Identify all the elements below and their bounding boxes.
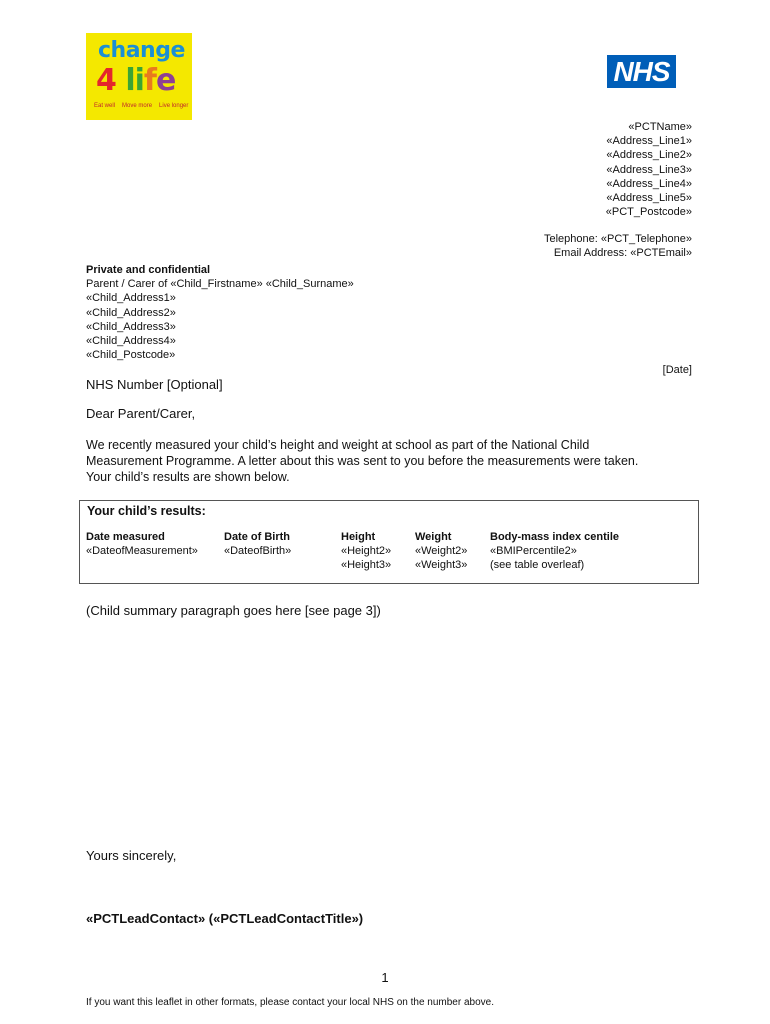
sender-line: «Address_Line1»	[606, 135, 692, 148]
col-header: Date of Birth	[224, 531, 290, 543]
recipient-line: «Child_Address2»	[86, 306, 176, 319]
sender-contact	[544, 232, 692, 260]
col-weight	[415, 530, 467, 572]
col-header: Weight	[415, 531, 452, 543]
signature: «PCTLeadContact» («PCTLeadContactTitle»)	[86, 911, 364, 926]
recipient-line: «Child_Postcode»	[86, 349, 176, 362]
col-value: (see table overleaf)	[490, 559, 585, 571]
nhs-number: NHS Number [Optional]	[86, 377, 223, 392]
recipient-line: Parent / Carer of «Child_Firstname» «Child_Surname»	[86, 278, 354, 291]
sender-email: Email Address: «PCTEmail»	[553, 247, 692, 260]
results-title: Your child’s results:	[87, 504, 206, 518]
sender-line: «Address_Line3»	[606, 163, 692, 176]
summary-paragraph: (Child summary paragraph goes here [see page 3])	[86, 603, 381, 618]
col-date-of-birth	[224, 530, 291, 558]
change4life-logo	[86, 33, 192, 120]
recipient-line: «Child_Address4»	[86, 335, 176, 348]
col-value: «BMIPercentile2»	[490, 545, 577, 557]
salutation: Dear Parent/Carer,	[86, 406, 196, 421]
results-box	[79, 500, 699, 584]
intro-line: Measurement Programme. A letter about this was sent to you before the measurements were taken.	[86, 454, 639, 468]
recipient-address	[86, 263, 354, 362]
sender-line: «PCTName»	[628, 121, 692, 133]
logo-line1: change	[98, 38, 185, 63]
col-header: Date measured	[86, 531, 165, 543]
logo-tagline: Eat well Move more Live longer	[94, 103, 189, 109]
col-bmi-centile	[490, 530, 619, 572]
closing: Yours sincerely,	[86, 848, 177, 863]
col-value: «Weight3»	[415, 559, 468, 571]
col-value: «Height2»	[341, 545, 392, 557]
confidential-heading: Private and confidential	[86, 264, 211, 276]
col-value: «Height3»	[341, 559, 392, 571]
nhs-logo: NHS	[607, 55, 676, 88]
sender-line: «Address_Line5»	[606, 192, 692, 205]
sender-line: «Address_Line2»	[606, 149, 692, 162]
col-value: «Weight2»	[415, 545, 468, 557]
col-value: «DateofBirth»	[224, 545, 292, 557]
intro-paragraph	[86, 437, 638, 485]
col-date-measured	[86, 530, 198, 558]
col-header: Body-mass index centile	[490, 531, 619, 543]
col-header: Height	[341, 531, 376, 543]
logo-line2: 4 life	[96, 63, 176, 98]
col-height	[341, 530, 391, 572]
intro-line: We recently measured your child’s height and weight at school as part of the National Child	[86, 438, 590, 452]
recipient-line: «Child_Address3»	[86, 320, 176, 333]
sender-address	[606, 120, 692, 219]
letter-date: [Date]	[662, 364, 692, 376]
sender-line: «PCT_Postcode»	[605, 206, 692, 219]
recipient-line: «Child_Address1»	[86, 292, 176, 305]
col-value: «DateofMeasurement»	[86, 545, 198, 557]
footer-note: If you want this leaflet in other formats, please contact your local NHS on the number above.	[86, 997, 494, 1008]
page-number: 1	[381, 970, 389, 985]
sender-line: «Address_Line4»	[606, 177, 692, 190]
sender-telephone: Telephone: «PCT_Telephone»	[543, 233, 692, 245]
intro-line: Your child’s results are shown below.	[86, 470, 290, 484]
